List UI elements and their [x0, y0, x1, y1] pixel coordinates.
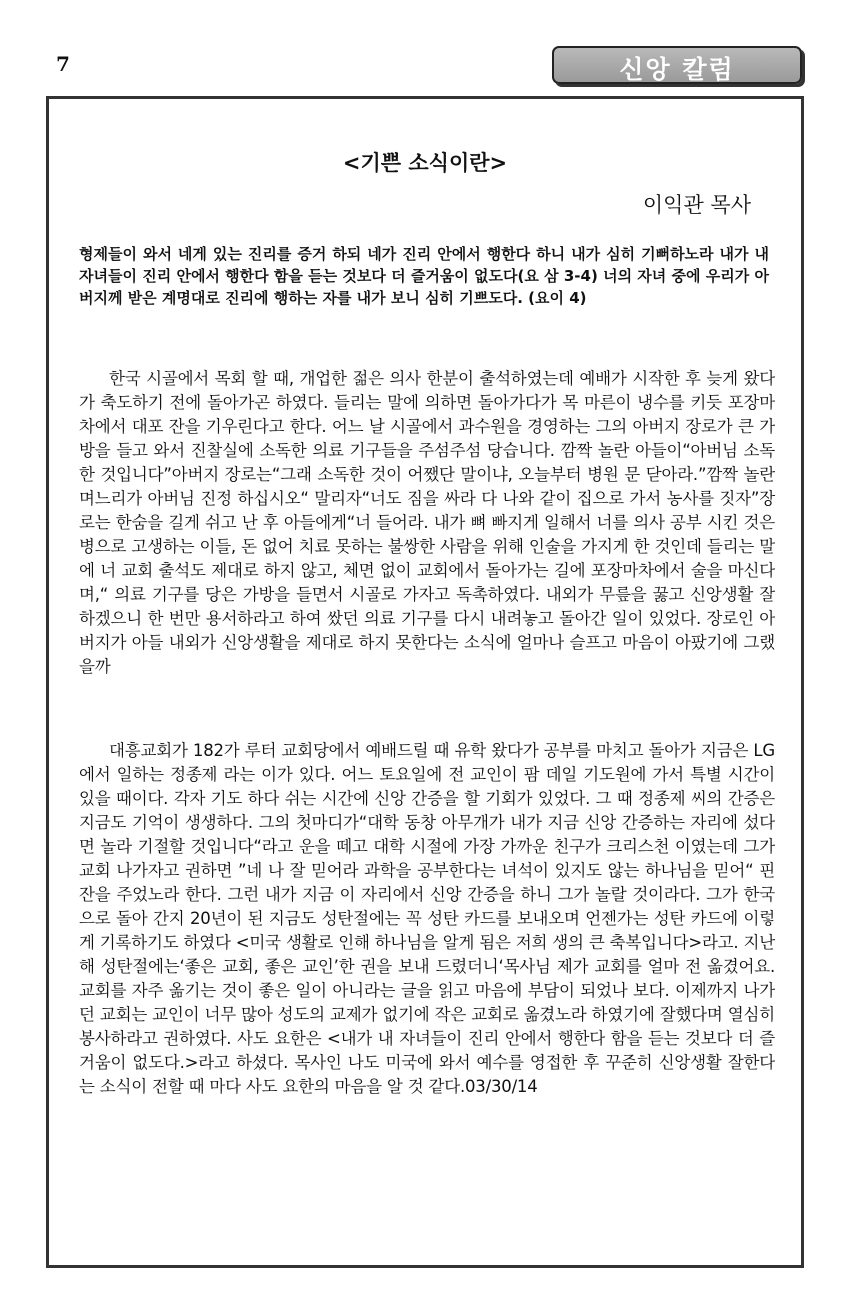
- body-paragraph-1: [79, 367, 775, 679]
- paragraph-text: 한국 시골에서 목회 할 때, 개업한 젊은 의사 한분이 출석하였는데 예배가 시작한 후 늦게 왔다가 축도하기 전에 돌아가곤 하였다. 들리는 말에 의하면 돌아가다가 목 마른이 냉수를 키듯 포장마차에서 대포 잔을 기우린다고 한다. 어느 날 시골에서 과수원을 경영하는 그의 아버지 장로가 큰 가방을 들고 와서 진찰실에 소독한 의료 기구들을 주섬주섬 당습니다. 깜짝 놀란 아들이“아버님 소독한 것입니다”아버지 장로는“그래 소독한 것이 어쨌단 말이냐, 오늘부터 병원 문 닫아라.”깜짝 놀란 며느리가 아버님 진정 하십시오“ 말리자“너도 짐을 싸라 다 나와 같이 집으로 가서 농사를 짓자”장로는 한숨을 길게 쉬고 난 후 아들에게“너 들어라. 내가 뼈 빠지게 일해서 너를 의사 공부 시킨 것은 병으로 고생하는 이들, 돈 없어 치료 못하는 불쌍한 사람을 위해 인술을 가지게 한 것인데 들리는 말에 너 교회 출석도 제대로 하지 않고, 체면 없이 교회에서 돌아가는 길에 포장마차에서 술을 마신다며,“ 의료 기구를 당은 가방을 들면서 시골로 가자고 독촉하였다. 내외가 무릎을 꿇고 신앙생활 잘 하겠으니 한 번만 용서하라고 하여 쌌던 의료 기구를 다시 내려놓고 돌아간 일이 있었다. 장로인 아버지가 아들 내외가 신앙생활을 제대로 하지 못한다는 소식에 얼마나 슬프고 마음이 아팠기에 그랬을까: [79, 369, 775, 676]
- section-label: 신앙 칼럼: [619, 55, 735, 84]
- paragraph-text: 대흥교회가 182가 루터 교회당에서 예배드릴 때 유학 왔다가 공부를 마치고 돌아가 지금은 LG에서 일하는 정종제 라는 이가 있다. 어느 토요일에 전 교인이 팜 데일 기도원에 가서 특별 시간이 있을 때이다. 각자 기도 하다 쉬는 시간에 신앙 간증을 할 기회가 있었다. 그 때 정종제 씨의 간증은 지금도 기억이 생생하다. 그의 첫마디가“대학 동창 아무개가 내가 지금 신앙 간증하는 자리에 섰다면 놀라 기절할 것입니다“라고 운을 떼고 대학 시절에 가장 가까운 친구가 크리스천 이였는데 그가 교회 나가자고 권하면 ”네 나 잘 믿어라 과학을 공부한다는 녀석이 있지도 않는 하나님을 믿어“ 핀잔을 주었노라 한다. 그런 내가 지금 이 자리에서 신앙 간증을 하니 그가 놀랄 것이라다. 그가 한국으로 돌아 간지 20년이 된 지금도 성탄절에는 꼭 성탄 카드를 보내오며 언젠가는 성탄 카드에 이렇게 기록하기도 하였다 <미국 생활로 인해 하나님을 알게 됨은 저희 생의 큰 축복입니다>라고. 지난해 성탄절에는‘좋은 교회, 좋은 교인’한 권을 보내 드렸더니‘목사님 제가 교회를 얼마 전 옮겼어요. 교회를 자주 옮기는 것이 좋은 일이 아니라는 글을 읽고 마음에 부담이 되었나 보다. 이제까지 나가던 교회는 교인이 너무 많아 성도의 교제가 없기에 작은 교회로 옮겼노라 하였기에 잘했다며 열심히 봉사하라고 권하였다. 사도 요한은 <내가 내 자녀들이 진리 안에서 행한다 함을 듣는 것보다 더 즐거움이 없도다.>라고 하셨다. 목사인 나도 미국에 와서 예수를 영접한 후 꾸준히 신앙생활 잘한다는 소식이 전할 때 마다 사도 요한의 마음을 알 것 같다.03/30/14: [79, 741, 776, 1096]
- page-number: 7: [56, 52, 70, 76]
- article-title: <기쁜 소식이란>: [342, 151, 508, 175]
- section-tab: [552, 46, 802, 84]
- body-paragraph-2: [79, 739, 775, 1099]
- article-frame: [46, 96, 804, 1268]
- scripture-quote: 형제들이 와서 네게 있는 진리를 증거 하되 네가 진리 안에서 행한다 하니 내가 심히 기뻐하노라 내가 내 자녀들이 진리 안에서 행한다 함을 듣는 것보다 더 즐거움이 없도다(요 삼 3-4) 너의 자녀 중에 우리가 아버지께 받은 계명대로 진리에 행하는 자를 내가 보니 심히 기쁘도다. (요이 4): [79, 245, 769, 307]
- article-author: 이익관 목사: [642, 193, 751, 217]
